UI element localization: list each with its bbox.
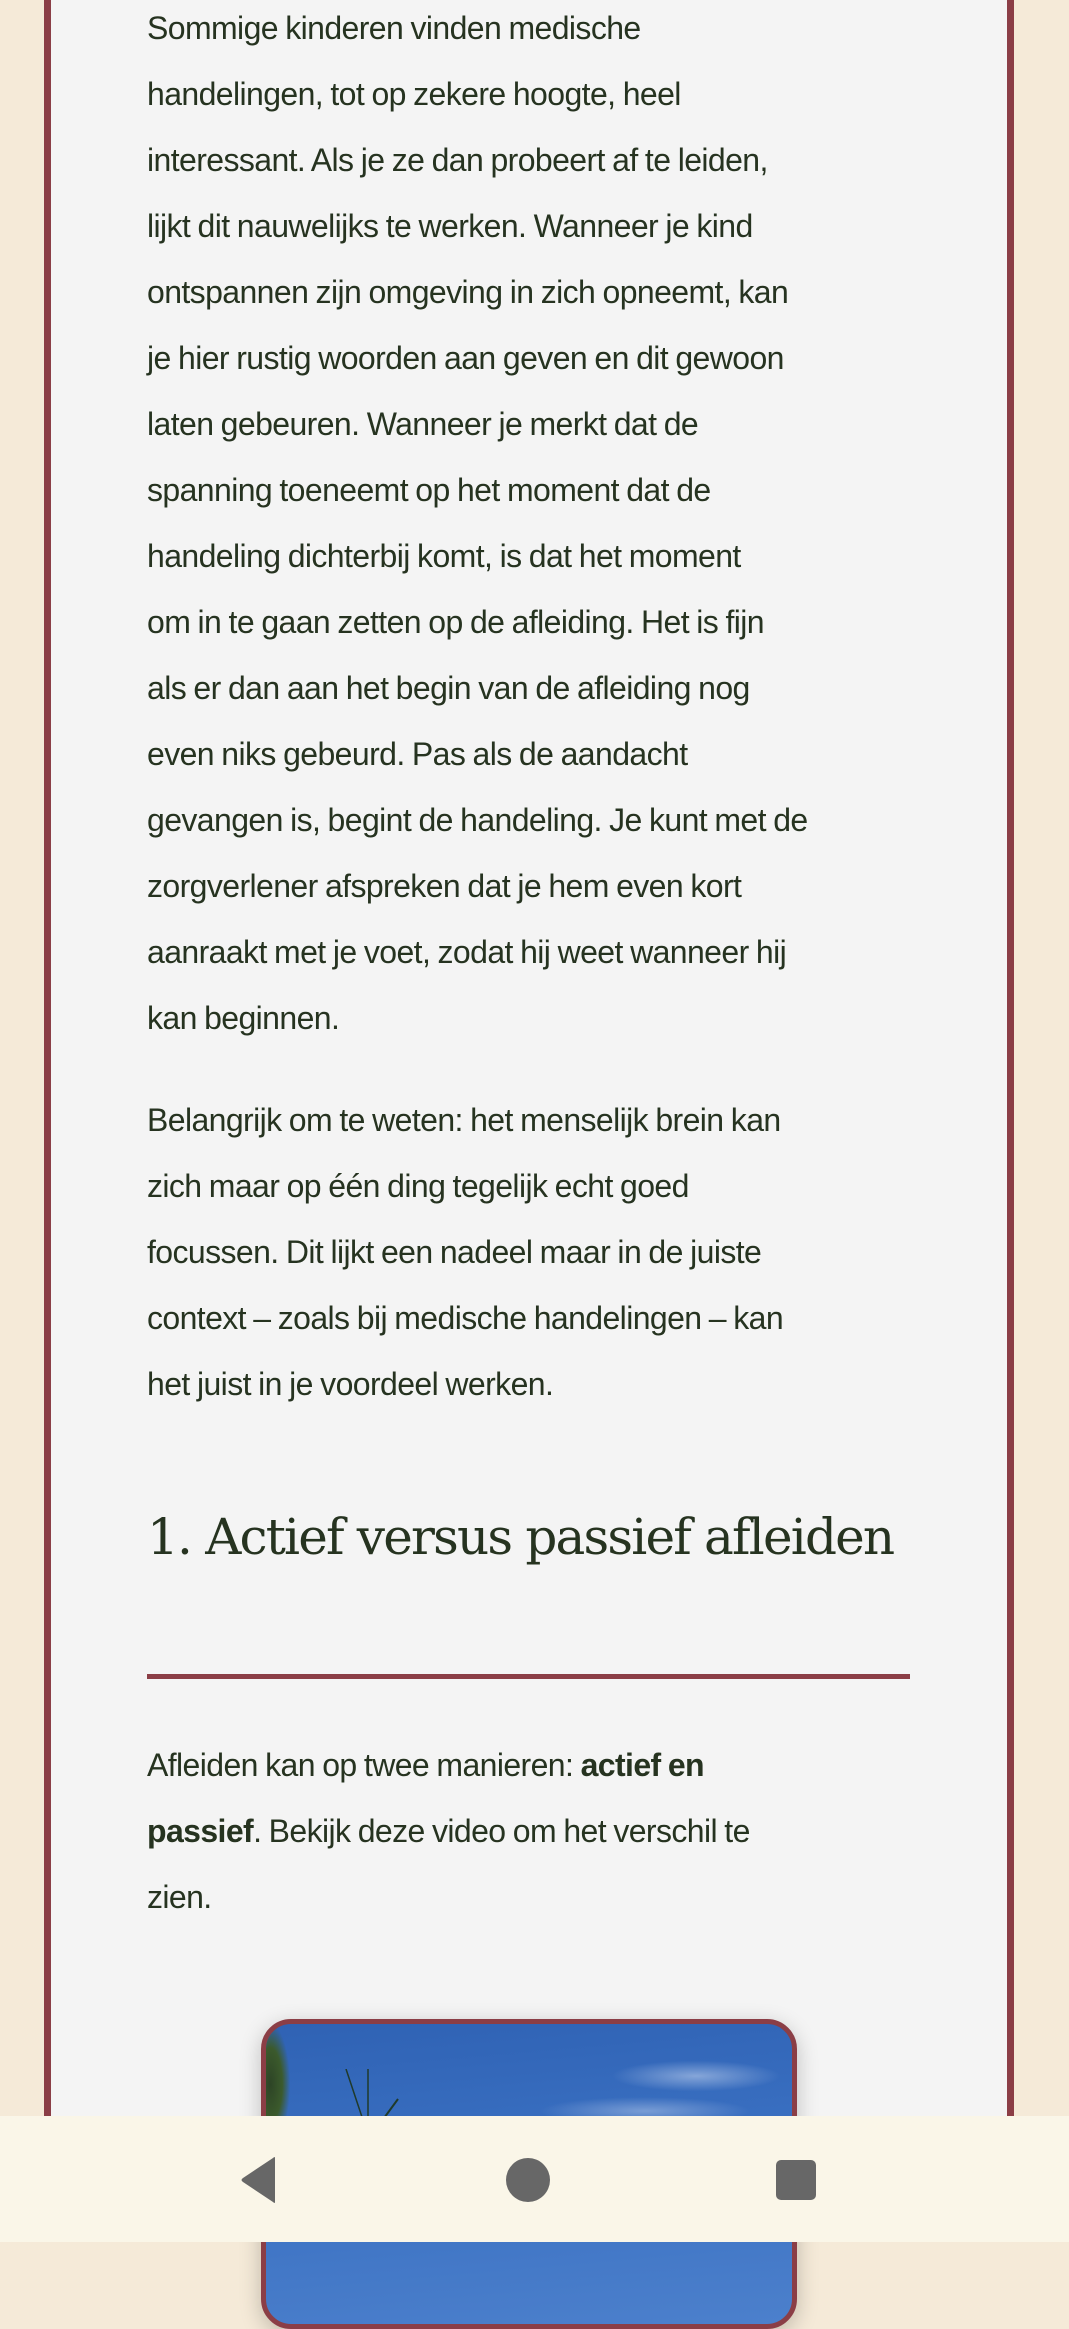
paragraph-line: om in te gaan zetten op de afleiding. Het is fijn (147, 604, 765, 640)
paragraph-line: het juist in je voordeel werken. (147, 1366, 554, 1402)
paragraph-line: context – zoals bij medische handelingen – kan (147, 1300, 784, 1336)
paragraph-line: ontspannen zijn omgeving in zich opneemt, kan (147, 274, 789, 310)
text-segment: . Bekijk deze video om het verschil te (253, 1813, 750, 1849)
paragraph-line (147, 1745, 704, 1785)
paragraph-line: interessant. Als je ze dan probeert af te leiden, (147, 142, 768, 178)
paragraph-line: zich maar op één ding tegelijk echt goed (147, 1168, 689, 1204)
system-navigation-bar (0, 2116, 1069, 2242)
recents-button[interactable] (766, 2150, 826, 2210)
paragraph-line (147, 1811, 750, 1851)
section-divider (147, 1674, 910, 1679)
back-triangle-icon (237, 2156, 281, 2204)
section-heading: 1. Actief versus passief afleiden (147, 1508, 894, 1566)
paragraph-line: Belangrijk om te weten: het menselijk brein kan (147, 1102, 781, 1138)
paragraph-line: Sommige kinderen vinden medische (147, 10, 641, 46)
paragraph-line: laten gebeuren. Wanneer je merkt dat de (147, 406, 699, 442)
paragraph-line: aanraakt met je voet, zodat hij weet wanneer hij (147, 934, 787, 970)
text-segment: Afleiden kan op twee manieren: (147, 1747, 581, 1783)
paragraph-line: je hier rustig woorden aan geven en dit gewoon (147, 340, 784, 376)
paragraph-line: zien. (147, 1879, 212, 1915)
paragraph-line: als er dan aan het begin van de afleiding nog (147, 670, 750, 706)
paragraph-line: focussen. Dit lijkt een nadeel maar in de juiste (147, 1234, 762, 1270)
bold-text: actief en (580, 1747, 705, 1783)
paragraph-line: handelingen, tot op zekere hoogte, heel (147, 76, 681, 112)
home-button[interactable] (498, 2150, 558, 2210)
paragraph-line: gevangen is, begint de handeling. Je kunt met de (147, 802, 808, 838)
paragraph-line: even niks gebeurd. Pas als de aandacht (147, 736, 688, 772)
paragraph-line: lijkt dit nauwelijks te werken. Wanneer je kind (147, 208, 753, 244)
bold-text: passief (147, 1813, 254, 1849)
paragraph-line: spanning toeneemt op het moment dat de (147, 472, 711, 508)
recents-square-icon (775, 2159, 817, 2201)
home-circle-icon (505, 2157, 551, 2203)
back-button[interactable] (229, 2150, 289, 2210)
paragraph-line: zorgverlener afspreken dat je hem even kort (147, 868, 742, 904)
paragraph-line: kan beginnen. (147, 1000, 340, 1036)
paragraph-line: handeling dichterbij komt, is dat het moment (147, 538, 741, 574)
